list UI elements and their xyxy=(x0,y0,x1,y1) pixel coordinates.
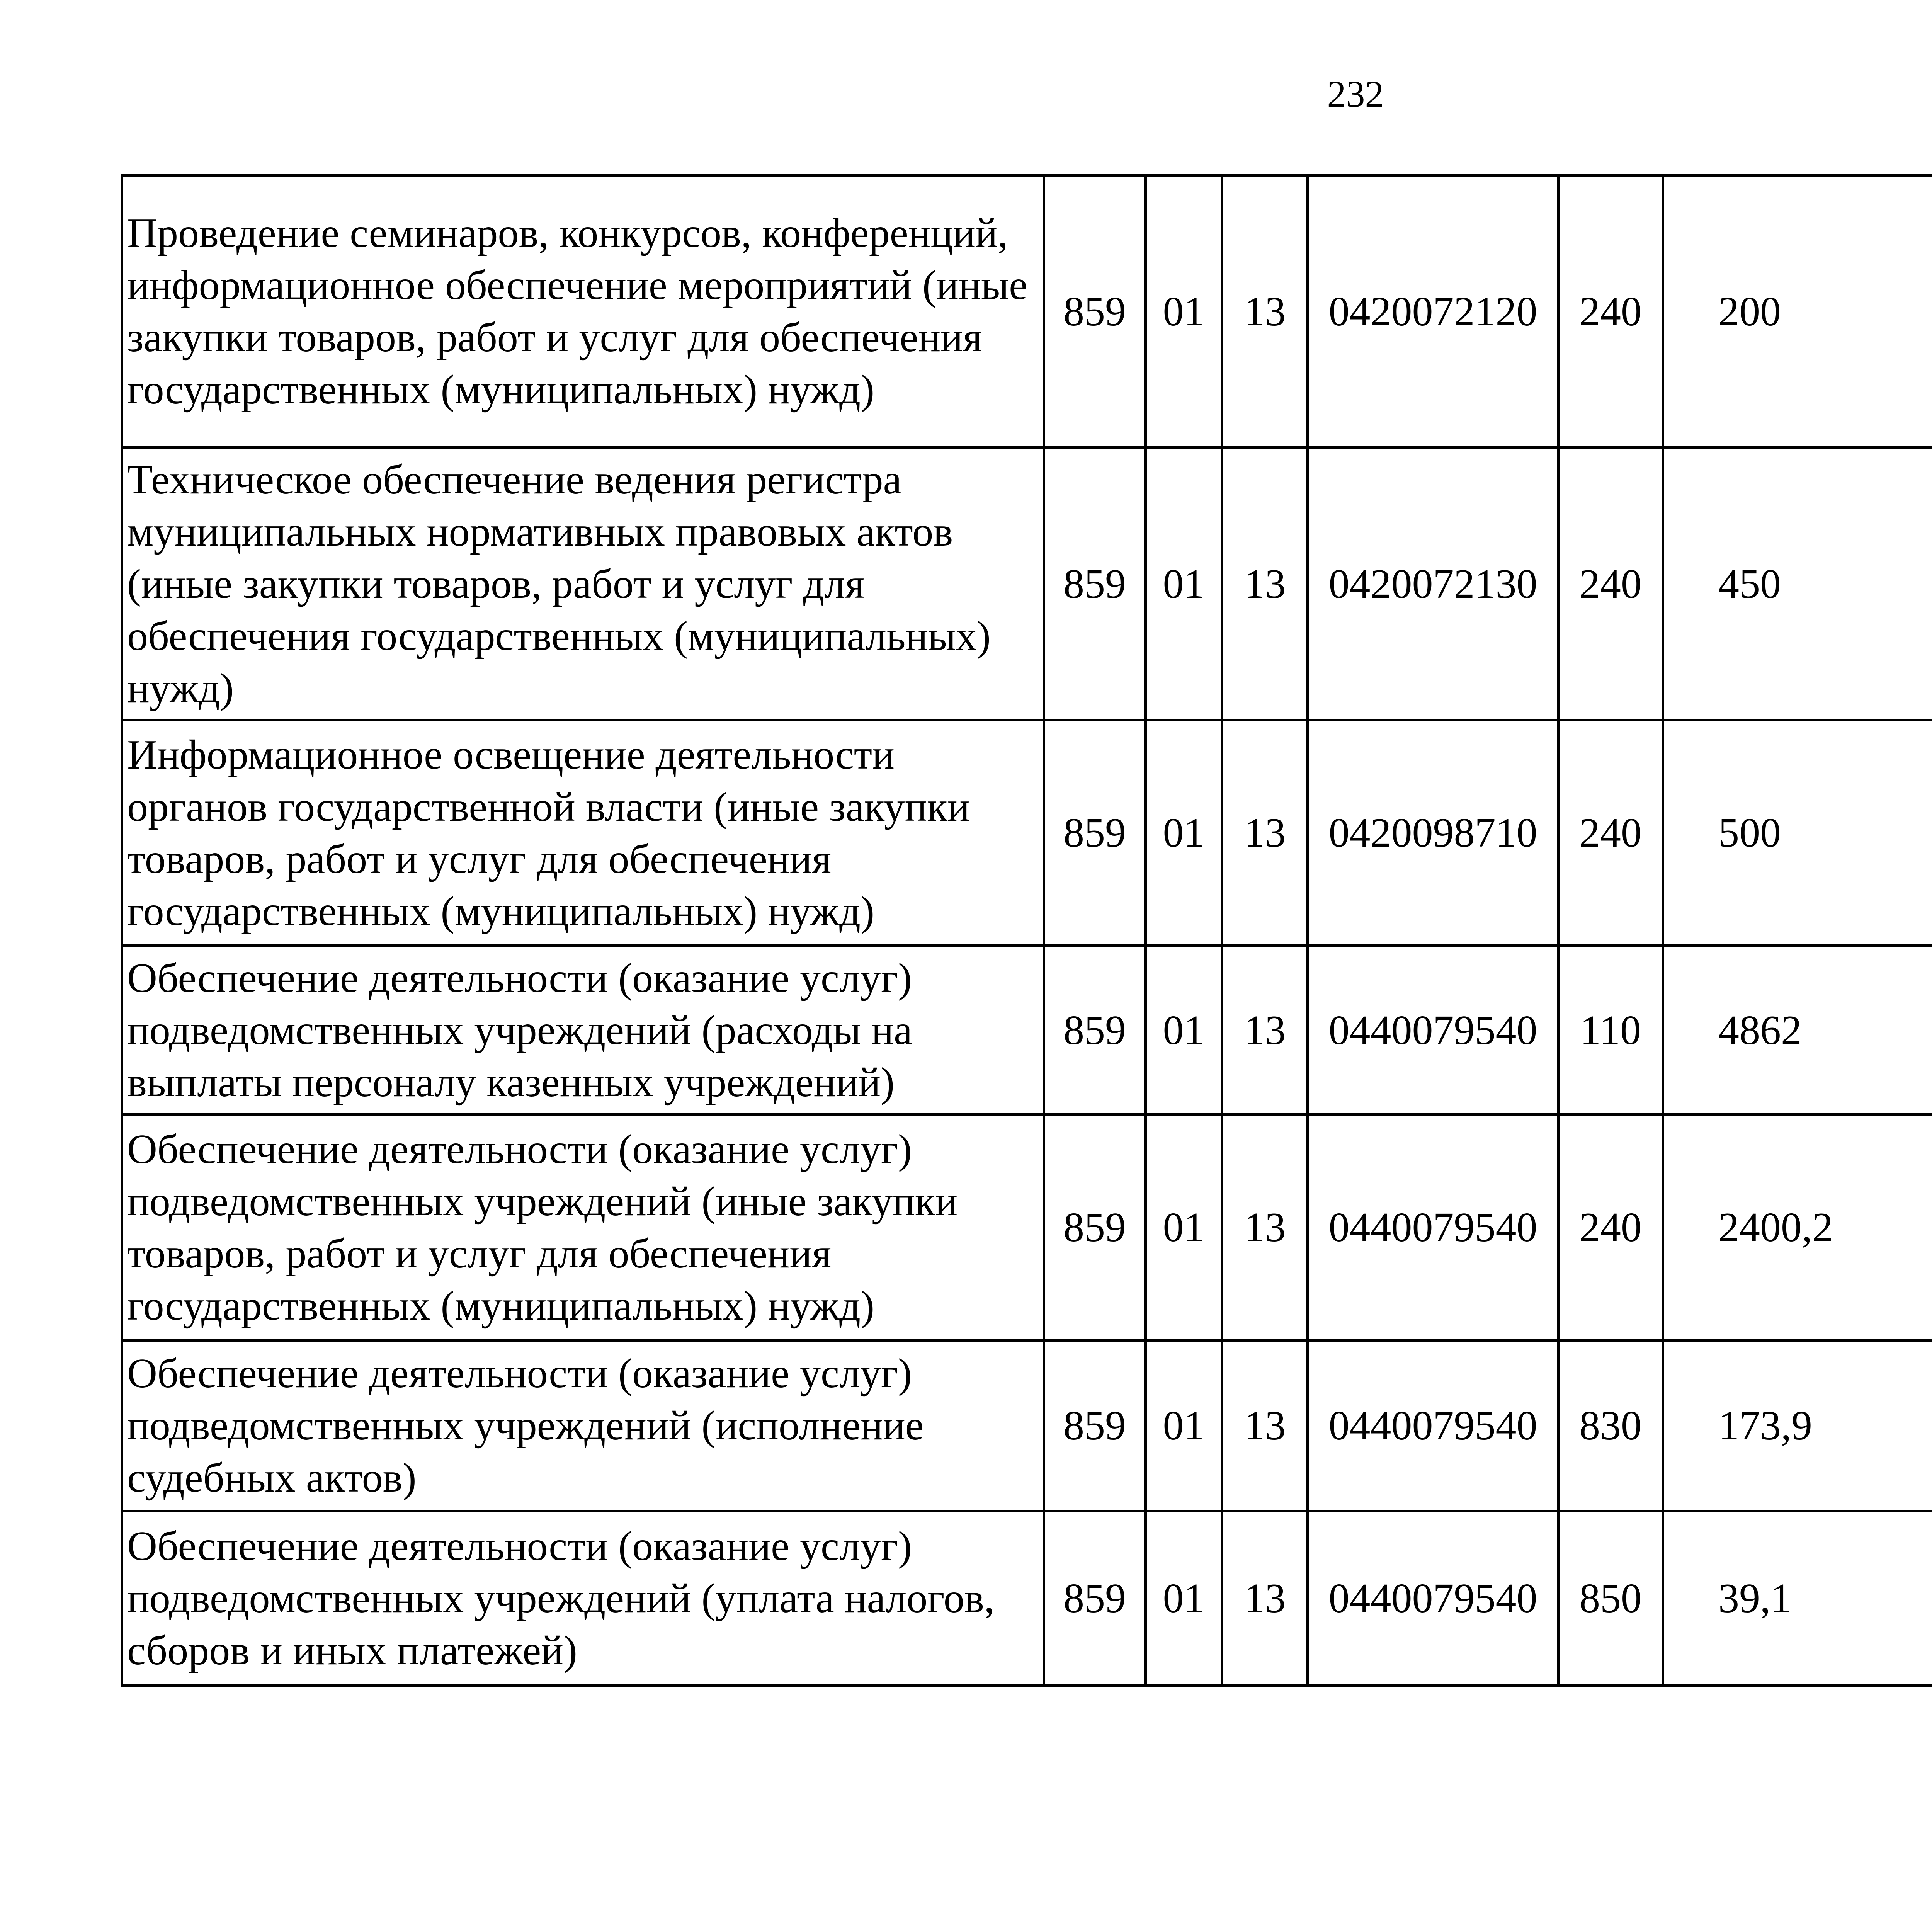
expense-type-code: 110 xyxy=(1558,946,1663,1115)
target-article-code: 0440079540 xyxy=(1308,1340,1558,1511)
section-code: 01 xyxy=(1146,1115,1222,1340)
expense-type-code: 240 xyxy=(1558,175,1663,448)
subsection-code: 13 xyxy=(1222,1340,1308,1511)
table-row xyxy=(122,175,1932,448)
expense-type-code: 240 xyxy=(1558,720,1663,946)
row-description: Обеспечение деятельности (оказание услуг) подведомственных учреждений (иные закупки товаров, работ и услуг для обеспечения государственных (муниципальных) нужд) xyxy=(122,1115,1044,1340)
subsection-code: 13 xyxy=(1222,946,1308,1115)
row-description: Техническое обеспечение ведения регистра муниципальных нормативных правовых актов (иные закупки товаров, работ и услуг для обеспечения государственных (муниципальных) нужд) xyxy=(122,448,1044,720)
row-description: Обеспечение деятельности (оказание услуг) подведомственных учреждений (расходы на выплаты персоналу казенных учреждений) xyxy=(122,946,1044,1115)
subsection-code: 13 xyxy=(1222,1115,1308,1340)
row-description: Обеспечение деятельности (оказание услуг) подведомственных учреждений (исполнение судебных актов) xyxy=(122,1340,1044,1511)
budget-table xyxy=(121,174,1932,1687)
expense-type-code: 850 xyxy=(1558,1511,1663,1686)
subsection-code: 13 xyxy=(1222,1511,1308,1686)
ministry-code: 859 xyxy=(1044,720,1146,946)
row-description: Проведение семинаров, конкурсов, конференций, информационное обеспечение мероприятий (иные закупки товаров, работ и услуг для обеспечения государственных (муниципальных) нужд) xyxy=(122,175,1044,448)
ministry-code: 859 xyxy=(1044,1115,1146,1340)
table-row xyxy=(122,946,1932,1115)
ministry-code: 859 xyxy=(1044,946,1146,1115)
target-article-code: 0440079540 xyxy=(1308,946,1558,1115)
expense-type-code: 240 xyxy=(1558,448,1663,720)
target-article-code: 0420072130 xyxy=(1308,448,1558,720)
subsection-code: 13 xyxy=(1222,720,1308,946)
target-article-code: 0440079540 xyxy=(1308,1115,1558,1340)
ministry-code: 859 xyxy=(1044,448,1146,720)
section-code: 01 xyxy=(1146,448,1222,720)
table-row xyxy=(122,1340,1932,1511)
table-row xyxy=(122,720,1932,946)
subsection-code: 13 xyxy=(1222,175,1308,448)
target-article-code: 0420072120 xyxy=(1308,175,1558,448)
page-number: 232 xyxy=(1327,73,1384,115)
amount-year-1: 2400,2 xyxy=(1663,1115,1932,1340)
table-row xyxy=(122,1511,1932,1686)
section-code: 01 xyxy=(1146,1511,1222,1686)
amount-year-1: 4862 xyxy=(1663,946,1932,1115)
amount-year-1: 39,1 xyxy=(1663,1511,1932,1686)
subsection-code: 13 xyxy=(1222,448,1308,720)
section-code: 01 xyxy=(1146,720,1222,946)
table-row xyxy=(122,448,1932,720)
table-row xyxy=(122,1115,1932,1340)
section-code: 01 xyxy=(1146,175,1222,448)
section-code: 01 xyxy=(1146,946,1222,1115)
expense-type-code: 240 xyxy=(1558,1115,1663,1340)
target-article-code: 0420098710 xyxy=(1308,720,1558,946)
amount-year-1: 500 xyxy=(1663,720,1932,946)
amount-year-1: 450 xyxy=(1663,448,1932,720)
ministry-code: 859 xyxy=(1044,1340,1146,1511)
expense-type-code: 830 xyxy=(1558,1340,1663,1511)
ministry-code: 859 xyxy=(1044,175,1146,448)
ministry-code: 859 xyxy=(1044,1511,1146,1686)
amount-year-1: 200 xyxy=(1663,175,1932,448)
target-article-code: 0440079540 xyxy=(1308,1511,1558,1686)
section-code: 01 xyxy=(1146,1340,1222,1511)
amount-year-1: 173,9 xyxy=(1663,1340,1932,1511)
row-description: Обеспечение деятельности (оказание услуг) подведомственных учреждений (уплата налогов, сборов и иных платежей) xyxy=(122,1511,1044,1686)
row-description: Информационное освещение деятельности органов государственной власти (иные закупки товаров, работ и услуг для обеспечения государственных (муниципальных) нужд) xyxy=(122,720,1044,946)
